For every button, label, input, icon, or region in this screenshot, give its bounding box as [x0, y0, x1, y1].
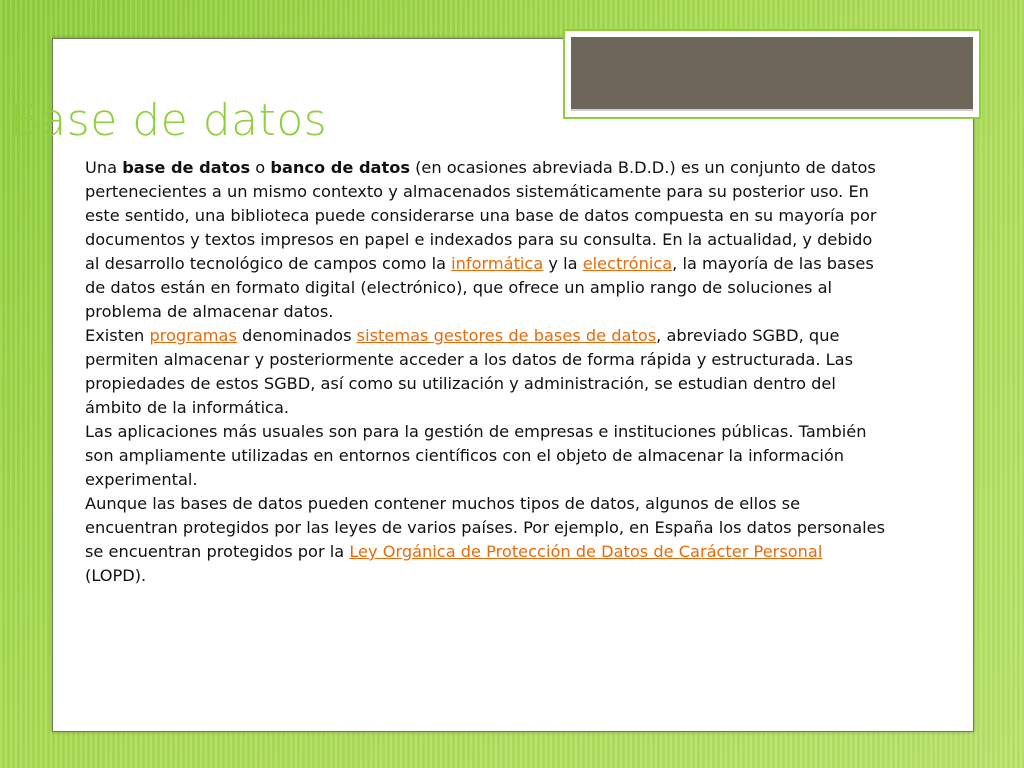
link-informatica[interactable]: informática: [451, 254, 544, 273]
slide-body: [85, 156, 885, 588]
paragraph-proteccion: Aunque las bases de datos pueden contener muchos tipos de datos, algunos de ellos se encuentran protegidos por las leyes de varios países. Por ejemplo, en España los datos personales se encuentran protegidos por la Ley Orgánica de Protección de Datos de Carácter Personal (LOPD).: [85, 494, 886, 585]
decorative-rectangle: [571, 37, 973, 111]
term-banco-de-datos: banco de datos: [270, 158, 410, 177]
slide-title: Base de datos: [10, 95, 328, 146]
link-lopd[interactable]: Ley Orgánica de Protección de Datos de Carácter Personal: [349, 542, 823, 561]
decorative-frame: [563, 29, 981, 119]
link-sistemas-gestores[interactable]: sistemas gestores de bases de datos: [356, 326, 657, 345]
term-base-de-datos: base de datos: [122, 158, 251, 177]
link-electronica[interactable]: electrónica: [582, 254, 673, 273]
link-programas[interactable]: programas: [149, 326, 237, 345]
paragraph-aplicaciones: Las aplicaciones más usuales son para la gestión de empresas e instituciones públicas. También son ampliamente utilizadas en entornos científicos con el objeto de almacenar la información experimental.: [85, 422, 867, 489]
paragraph-sgbd: Existen programas denominados sistemas gestores de bases de datos, abreviado SGBD, que permiten almacenar y posteriormente acceder a los datos de forma rápida y estructurada. Las propiedades de estos SGBD, así como su utilización y administración, se estudian dentro del ámbito de la informática.: [85, 326, 854, 417]
paragraph-definition: Una base de datos o banco de datos (en ocasiones abreviada B.D.D.) es un conjunto de datos pertenecientes a un mismo contexto y almacenados sistemáticamente para su posterior uso. En este sentido, una biblioteca puede considerarse una base de datos compuesta en su mayoría por documentos y textos impresos en papel e indexados para su consulta. En la actualidad, y debido al desarrollo tecnológico de campos como la informática y la electrónica, la mayoría de las bases de datos están en formato digital (electrónico), que ofrece un amplio rango de soluciones al problema de almacenar datos.: [85, 158, 877, 321]
